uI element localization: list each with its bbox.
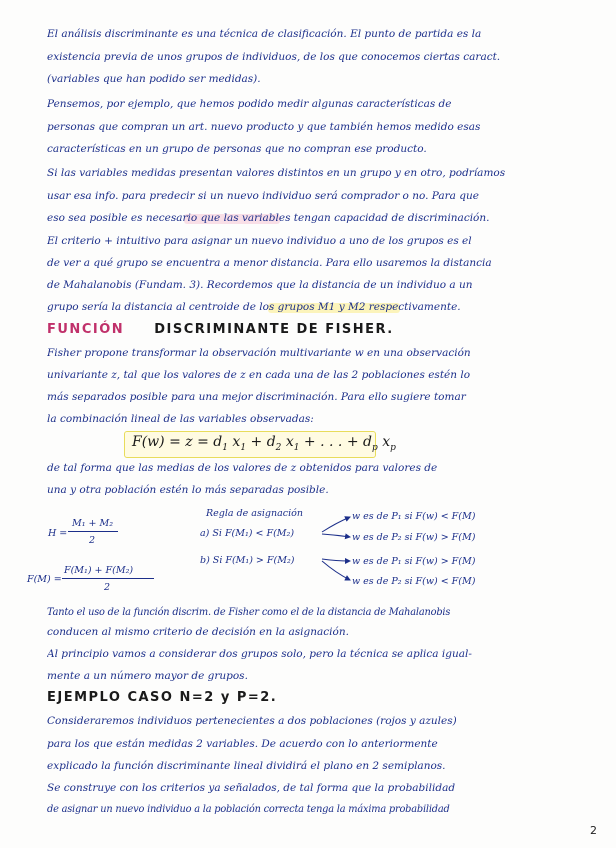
intro-line: grupo sería la distancia al centroide de los grupos M1 y M2 respectivamente. — [47, 301, 461, 313]
h-numerator: M₁ + M₂ — [72, 518, 114, 529]
rule-a1: w es de P₁ si F(w) < F(M) — [352, 511, 476, 522]
fraction-bar — [62, 578, 154, 579]
fisher-line: la combinación lineal de las variables observadas: — [47, 413, 314, 425]
intro-line: de ver a qué grupo se encuentra a menor distancia. Para ello usaremos la distancia — [47, 257, 492, 269]
closing-line: mente a un número mayor de grupos. — [47, 670, 248, 682]
intro-line: eso sea posible es necesario que las variables tengan capacidad de discriminación. — [47, 212, 490, 224]
intro-line: El análisis discriminante es una técnica de clasificación. El punto de partida es la — [47, 28, 482, 40]
closing-line: Tanto el uso de la función discrim. de Fisher como el de la distancia de Mahalanobis — [47, 607, 451, 618]
fm-lhs: F(M) = — [27, 574, 62, 585]
intro-line: Si las variables medidas presentan valores distintos en un grupo y en otro, podríamos — [47, 167, 506, 179]
closing-line: Al principio vamos a considerar dos grupos solo, pero la técnica se aplica igual- — [47, 648, 472, 660]
after-formula-line: de tal forma que las medias de los valores de z obtenidos para valores de — [47, 462, 438, 474]
heading-accent: FUNCIÓN — [47, 322, 125, 337]
intro-line: Pensemos, por ejemplo, que hemos podido medir algunas características de — [47, 98, 452, 110]
fisher-line: univariante z, tal que los valores de z en cada una de las 2 poblaciones estén lo — [47, 369, 471, 381]
h-lhs: H = — [48, 528, 68, 539]
example-line: explicado la función discriminante lineal dividirá el plano en 2 semiplanos. — [47, 760, 446, 772]
intro-line: características en un grupo de personas que no compran ese producto. — [47, 143, 427, 155]
fisher-line: Fisher propone transformar la observación multivariante w en una observación — [47, 347, 471, 359]
section-heading-fisher — [47, 322, 394, 337]
rule-b-condition: b) Si F(M₁) > F(M₂) — [200, 555, 295, 566]
example-line: de asignar un nuevo individuo a la población correcta tenga la máxima probabilidad — [47, 804, 450, 815]
rule-a-condition: a) Si F(M₁) < F(M₂) — [200, 528, 295, 539]
example-line: Consideraremos individuos pertenecientes a dos poblaciones (rojos y azules) — [47, 715, 457, 727]
fisher-formula: $F(w) = z = d_1$ $x_1 + d_2$ $x_1$ + . . . + $d_p$ $x_p$ — [132, 434, 396, 453]
fm-numerator: F(M₁) + F(M₂) — [64, 565, 134, 576]
example-line: Se construye con los criterios ya señalados, de tal forma que la probabilidad — [47, 782, 456, 794]
section-heading-example: EJEMPLO CASO N=2 y P=2. — [47, 690, 278, 705]
intro-line: de Mahalanobis (Fundam. 3). Recordemos que la distancia de un individuo a un — [47, 279, 473, 291]
fm-denominator: 2 — [104, 582, 111, 593]
example-line: para los que están medidas 2 variables. De acuerdo con lo anteriormente — [47, 738, 438, 750]
branch-arrows-icon — [318, 505, 358, 595]
heading-rest: DISCRIMINANTE DE FISHER. — [154, 322, 394, 337]
intro-line: existencia previa de unos grupos de individuos, de los que conocemos ciertas caract. — [47, 51, 501, 63]
intro-line: (variables que han podido ser medidas). — [47, 73, 261, 85]
intro-line: personas que compran un art. nuevo producto y que también hemos medido esas — [47, 121, 481, 133]
closing-line: conducen al mismo criterio de decisión en la asignación. — [47, 626, 349, 638]
intro-line: El criterio + intuitivo para asignar un nuevo individuo a uno de los grupos es el — [47, 235, 472, 247]
rule-a2: w es de P₂ si F(w) > F(M) — [352, 532, 476, 543]
after-formula-line: una y otra población estén lo más separadas posible. — [47, 484, 329, 496]
rule-title: Regla de asignación — [206, 508, 303, 519]
fraction-bar — [68, 531, 118, 532]
h-denominator: 2 — [89, 535, 96, 546]
fisher-line: más separados posible para una mejor discriminación. Para ello sugiere tomar — [47, 391, 466, 403]
page-number: 2 — [590, 824, 597, 837]
rule-b2: w es de P₂ si F(w) < F(M) — [352, 576, 476, 587]
rule-b1: w es de P₁ si F(w) > F(M) — [352, 556, 476, 567]
intro-line: usar esa info. para predecir si un nuevo individuo será comprador o no. Para que — [47, 190, 479, 202]
